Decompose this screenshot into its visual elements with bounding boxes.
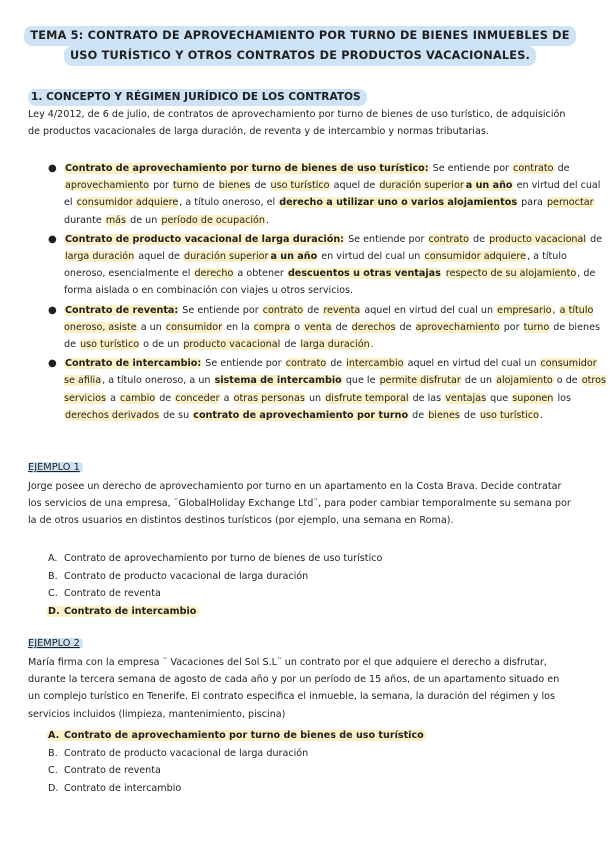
section-heading: 1. CONCEPTO Y RÉGIMEN JURÍDICO DE LOS CONTRATOS [28,89,367,106]
example-2-options [48,727,427,797]
example-1-options [48,550,382,620]
title-line-1: TEMA 5: CONTRATO DE APROVECHAMIENTO POR TURNO DE BIENES INMUEBLES DE [24,26,575,46]
example-1-text: Jorge posee un derecho de aprovechamiento por turno en un apartamento en la Costa Brava. Decide contratar los servicios de una empresa, ¨GlobalHoliday Exchange Ltd¨, para poder cambiar temporalmente su semana por la de otros usuarios en distintos destinos turísticos (por ejemplo, una semana en Roma). [28,481,571,527]
example-2-text: María firma con la empresa ¨ Vacaciones del Sol S.L¨ un contrato por el que adquiere el derecho a disfrutar, durante la tercera semana de agosto de cada año y por un período de 15 años, de un apartamento situado en un complejo turístico en Tenerife. El contrato especifica el inmueble, la semana, la duración del régimen y los servicios incluidos (limpieza, mantenimiento, piscina) [28,657,560,720]
option-d: D. Contrato de intercambio [48,782,182,794]
option-d-correct: D. Contrato de intercambio [48,603,382,621]
list-item: ● Contrato de intercambio: Se entiende por contrato de intercambio aquel en virtud del cual un consumidor se afilia, a título oneroso, a un sistema de intercambio que le permite disfrutar de un alojamiento o de otros servicios a cambio de conceder a otras personas un disfrute temporal de las ventajas que suponen los derechos derivados de su contrato de aprovechamiento por turno de bienes de uso turístico. [64,355,610,424]
option-b: B. Contrato de producto vacacional de larga duración [48,570,309,582]
list-item: ● Contrato de reventa: Se entiende por contrato de reventa aquel en virtud del cual un empresario, a título oneroso, asiste a un consumidor en la compra o venta de derechos de aprovechamiento por turno de bienes de uso turístico o de un producto vacacional de larga duración. [64,302,610,354]
option-a: A. Contrato de aprovechamiento por turno de bienes de uso turístico [48,553,383,564]
bullet-icon: ● [48,358,57,370]
bullet-icon: ● [48,163,57,174]
example-2-title: EJEMPLO 2 [28,638,83,649]
title-line-2: USO TURÍSTICO Y OTROS CONTRATOS DE PRODUCTOS VACACIONALES. [64,46,536,66]
bullet-icon: ● [48,304,57,316]
list-item: ● Contrato de producto vacacional de larga duración: Se entiende por contrato de producto vacacional de larga duración aquel de duración superior a un año en virtud del cual un consumidor adquiere, a título oneroso, esencialmente el derecho a obtener descuentos u otras ventajas respecto de su alojamiento, de forma aislada o en combinación con viajes u otros servicios. [64,231,610,300]
option-c: C. Contrato de reventa [48,765,161,777]
intro-paragraph: Ley 4/2012, de 6 de julio, de contratos de aprovechamiento por turno de bienes de uso turístico, de adquisición de productos vacacionales de larga duración, de reventa y de intercambio y normas tributarias. [28,109,566,138]
example-1-title: EJEMPLO 1 [28,462,83,473]
bullet-icon: ● [48,233,57,245]
definitions-list [28,160,610,426]
page-title [22,26,578,66]
option-c: C. Contrato de reventa [48,588,161,600]
option-a-correct: A. Contrato de aprovechamiento por turno de bienes de uso turístico [48,727,427,745]
option-b: B. Contrato de producto vacacional de larga duración [48,747,309,759]
list-item: ● Contrato de aprovechamiento por turno de bienes de uso turístico: Se entiende por contrato de aprovechamiento por turno de bienes de uso turístico aquel de duración superior a un año en virtud del cual el consumidor adquiere, a título oneroso, el derecho a utilizar uno o varios alojamientos para pernoctar durante más de un período de ocupación. [64,160,610,229]
